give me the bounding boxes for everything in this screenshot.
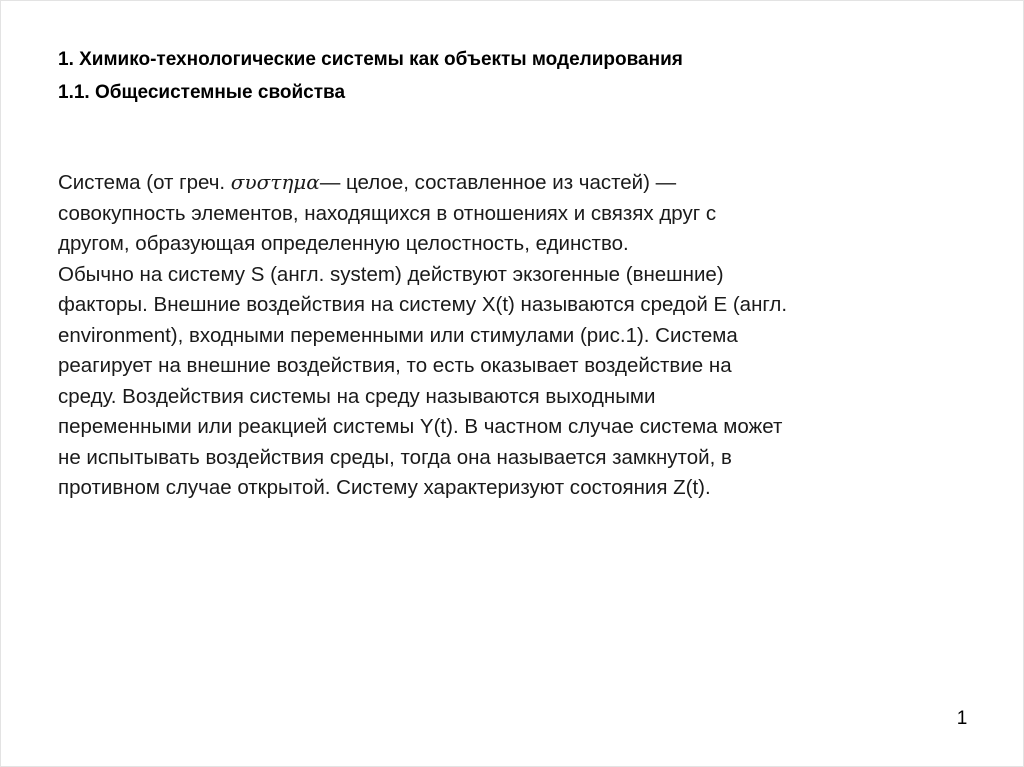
body-line-8: среду. Воздействия системы на среду называются выходными [58,384,656,408]
slide-body-text [58,167,958,504]
body-line-7: реагирует на внешние воздействия, то есть оказывает воздействие на [58,354,732,377]
body-line-6: environment), входными переменными или стимулами (рис.1). Система [58,323,738,347]
title-line-1: 1. Химико-технологические системы как объекты моделирования [58,49,683,70]
body-line-10: не испытывать воздействия среды, тогда она называется замкнутой, в [58,445,732,469]
body-line-1-start: Система (от греч. [58,171,231,194]
body-line-4: Обычно на систему S (англ. system) действуют экзогенные (внешние) [58,262,724,286]
slide-title [58,43,978,109]
body-line-3: другом, образующая определенную целостность, единство. [58,232,629,255]
title-line-2: 1.1. Общесистемные свойства [58,82,346,103]
greek-word: συστημα [230,170,320,194]
body-line-9: переменными или реакцией системы Y(t). В частном случае система может [58,415,783,438]
page-number: 1 [956,708,968,729]
body-line-11: противном случае открытой. Систему характеризуют состояния Z(t). [58,476,711,499]
body-line-1-end: — целое, составленное из частей) — [319,171,677,194]
body-line-1 [58,167,958,199]
body-line-2: совокупность элементов, находящихся в отношениях и связях друг с [58,201,717,225]
body-line-5: факторы. Внешние воздействия на систему X(t) называются средой E (англ. [58,293,788,316]
